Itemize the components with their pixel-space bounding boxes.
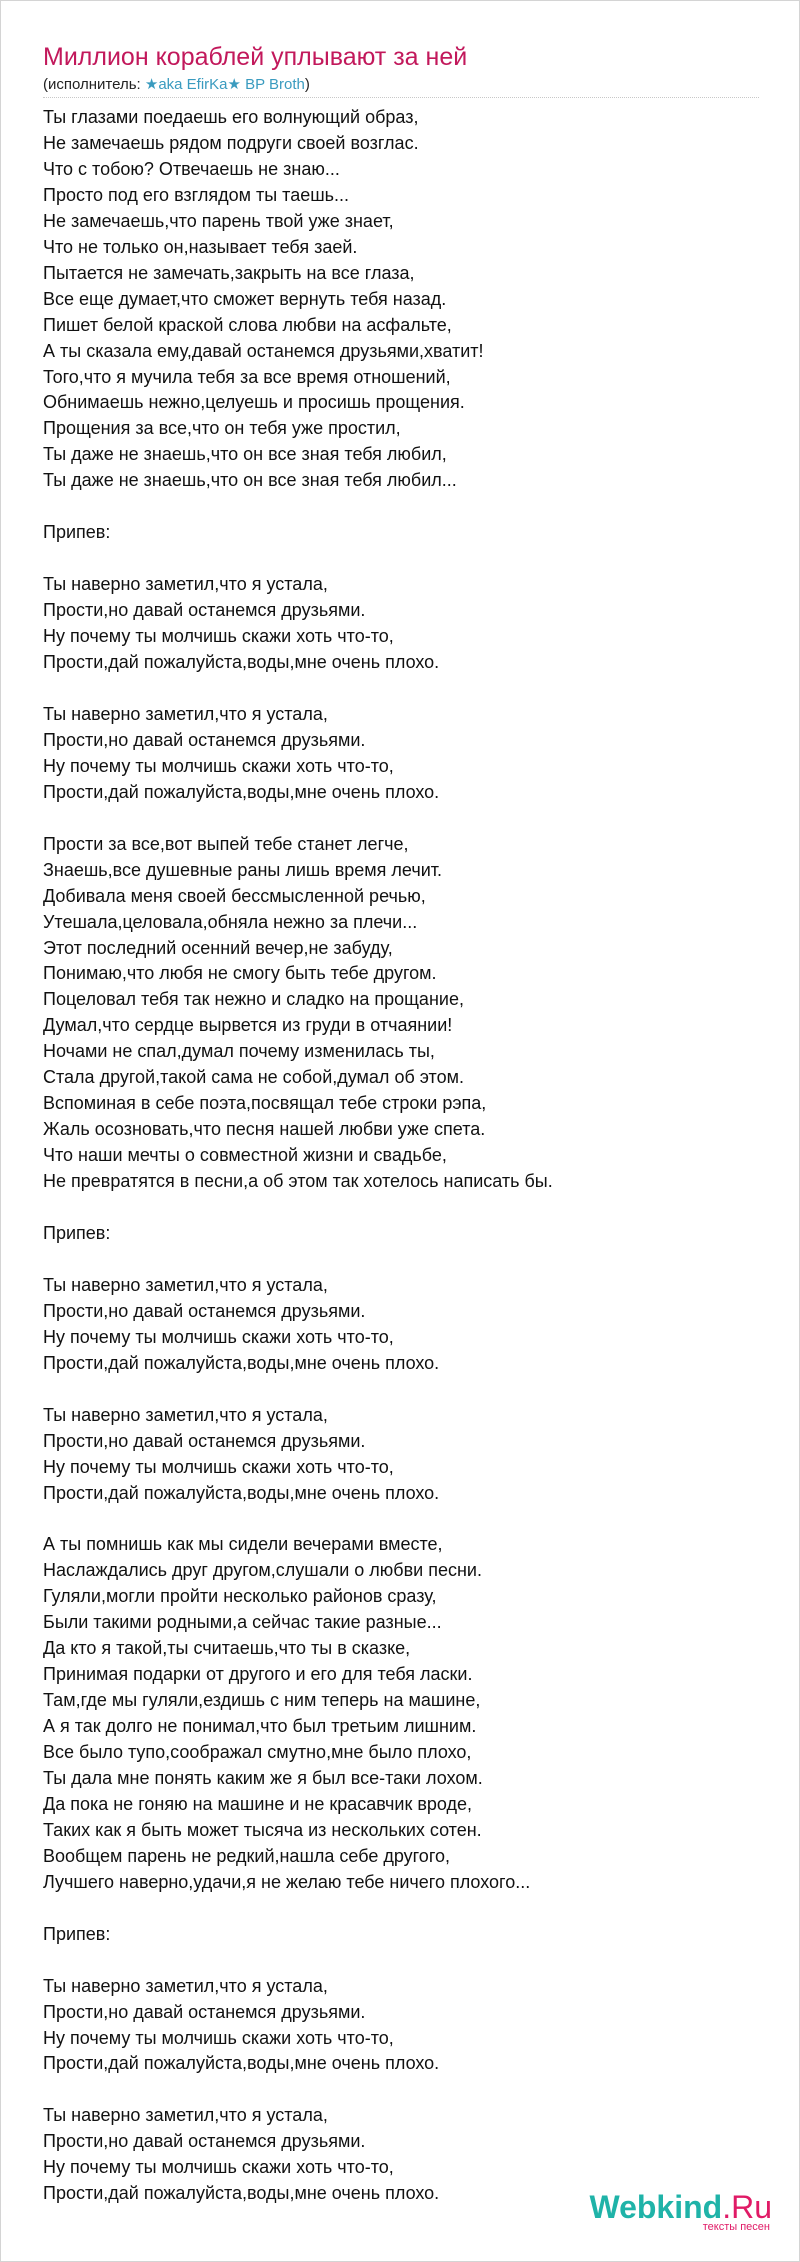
logo-name: Webkind [589, 2189, 723, 2225]
performer-suffix: ) [304, 76, 310, 93]
performer-link[interactable]: ★aka EfirKa★ BP Broth [144, 76, 305, 93]
webkind-logo[interactable] [589, 2189, 772, 2233]
logo-tagline: тексты песен [702, 2221, 770, 2233]
performer-line [43, 75, 310, 95]
performer-prefix: (исполнитель: [43, 76, 145, 93]
song-title: Миллион кораблей уплывают за ней [43, 43, 468, 71]
header-divider [43, 97, 759, 98]
logo-wordmark [589, 2189, 772, 2225]
logo-tld: .Ru [722, 2189, 772, 2225]
lyrics-text: Ты глазами поедаешь его волнующий образ, Не замечаешь рядом подруги своей возглас. Что с тобою? Отвечаешь не знаю... Просто под его взглядом ты таешь... Не замечаешь,что парень твой уже знает, Что не только он,называет тебя заей. Пытается не замечать,закрыть на все глаза, Все еще думает,что сможет вернуть тебя назад. Пишет белой краской слова любви на асфальте, А ты сказала ему,давай останемся друзьями,хватит! Того,что я мучила тебя за все время отношений, Обнимаешь нежно,целуешь и просишь прощения. Прощения за все,что он тебя уже простил, Ты даже не знаешь,что он все зная тебя любил, Ты даже не знаешь,что он все зная тебя любил... Припев: Ты наверно заметил,что я устала, Прости,но давай останемся друзьями. Ну почему ты молчишь скажи хоть что-то, Прости,дай пожалуйста,воды,мне очень плохо. Ты наверно заметил,что я устала, Прости,но давай останемся друзьями. Ну почему ты молчишь скажи хоть что-то, Прости,дай пожалуйста,воды,мне очень плохо. Прости за все,вот выпей тебе станет легче, Знаешь,все душевные раны лишь время лечит. Добивала меня своей бессмысленной речью, Утешала,целовала,обняла нежно за плечи... Этот последний осенний вечер,не забуду, Понимаю,что любя не смогу быть тебе другом. Поцеловал тебя так нежно и сладко на прощание, Думал,что сердце вырвется из груди в отчаянии! Ночами не спал,думал почему изменилась ты, Стала другой,такой сама не собой,думал об этом. Вспоминая в себе поэта,посвящал тебе строки рэпа, Жаль осозновать,что песня нашей любви уже спета. Что наши мечты о совместной жизни и свадьбе, Не превратятся в песни,а об этом так хотелось написать бы. Припев: Ты наверно заметил,что я устала, Прости,но давай останемся друзьями. Ну почему ты молчишь скажи хоть что-то, Прости,дай пожалуйста,воды,мне очень плохо. Ты наверно заметил,что я устала, Прости,но давай останемся друзьями. Ну почему ты молчишь скажи хоть что-то, Прости,дай пожалуйста,воды,мне очень плохо. А ты помнишь как мы сидели вечерами вместе, Наслаждались друг другом,слушали о любви песни. Гуляли,могли пройти несколько районов сразу, Были такими родными,а сейчас такие разные... Да кто я такой,ты считаешь,что ты в сказке, Принимая подарки от другого и его для тебя ласки. Там,где мы гуляли,ездишь с ним теперь на машине, А я так долго не понимал,что был третьим лишним. Все было тупо,соображал смутно,мне было плохо, Ты дала мне понять каким же я был все-таки лохом. Да пока не гоняю на машине и не красавчик вроде, Таких как я быть может тысяча из нескольких сотен. Вообщем парень не редкий,нашла себе другого, Лучшего наверно,удачи,я не желаю тебе ничего плохого... Припев: Ты наверно заметил,что я устала, Прости,но давай останемся друзьями. Ну почему ты молчишь скажи хоть что-то, Прости,дай пожалуйста,воды,мне очень плохо. Ты наверно заметил,что я устала, Прости,но давай останемся друзьями. Ну почему ты молчишь скажи хоть что-то, Прости,дай пожалуйста,воды,мне очень плохо. [43, 107, 553, 2204]
